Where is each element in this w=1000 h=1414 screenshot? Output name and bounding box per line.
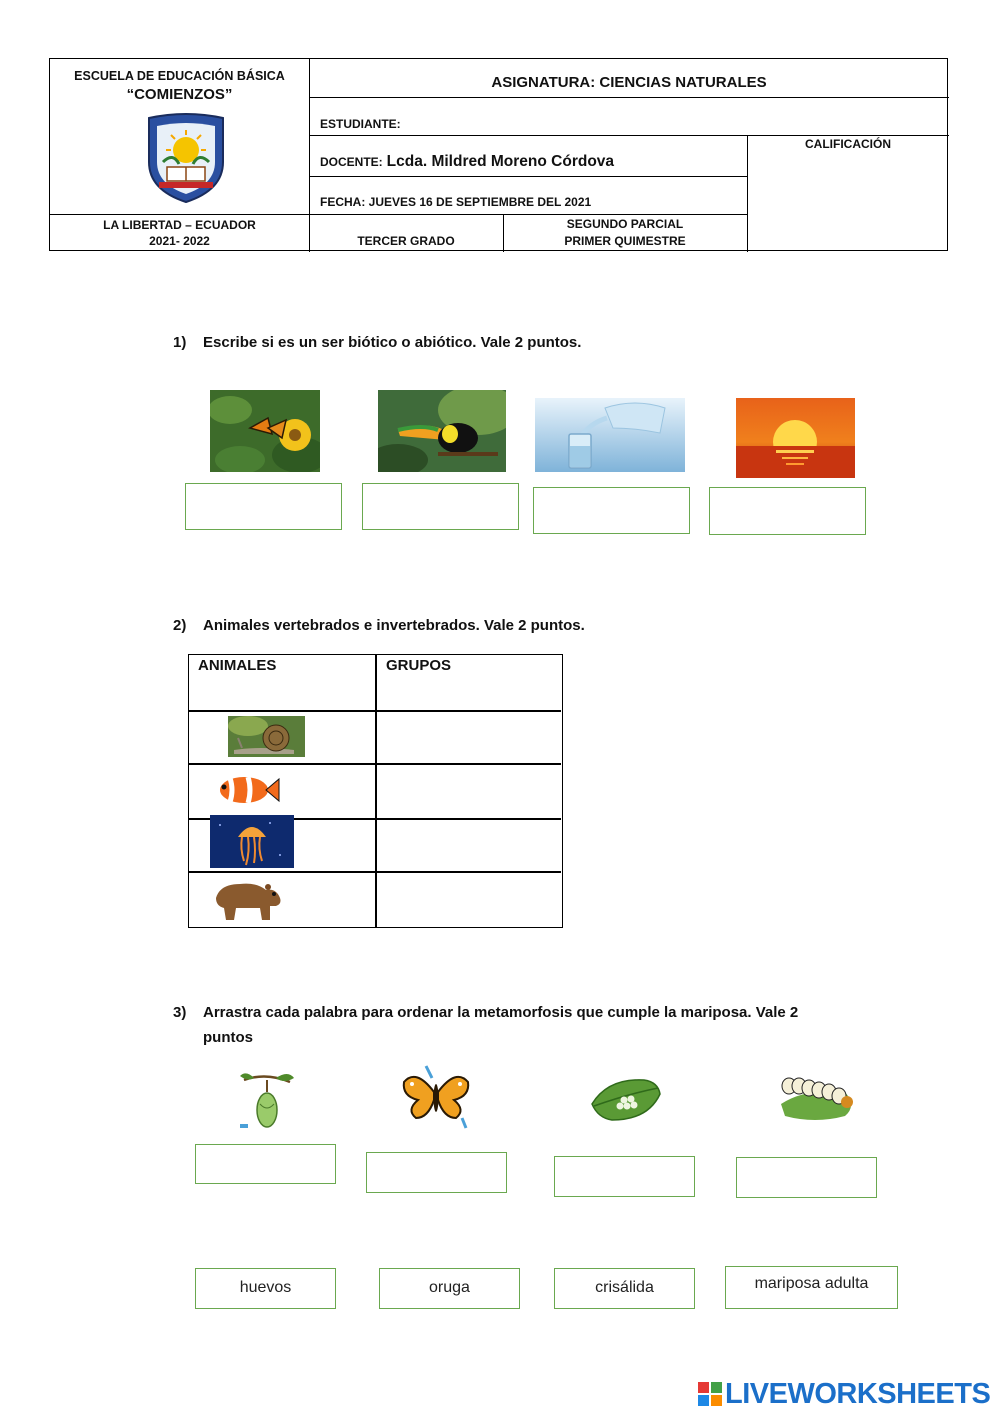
jellyfish-image: [210, 815, 294, 868]
question-1-text: Escribe si es un ser biótico o abiótico. Vale 2 puntos.: [203, 334, 582, 351]
date-label: FECHA: JUEVES 16 DE SEPTIEMBRE DEL 2021: [320, 195, 592, 209]
word-huevos[interactable]: huevos: [195, 1268, 336, 1309]
question-3-text-line1: Arrastra cada palabra para ordenar la metamorfosis que cumple la mariposa. Vale 2: [203, 1004, 799, 1021]
chrysalis-image: [236, 1068, 298, 1130]
answer-box-q1-3[interactable]: [533, 487, 690, 534]
question-3-text-line2: puntos: [203, 1029, 253, 1046]
eggs-on-leaf-image: [588, 1074, 662, 1126]
group-answer-jellyfish[interactable]: [377, 820, 561, 871]
animals-column-header: ANIMALES: [198, 657, 277, 674]
school-quote-name: “COMIENZOS”: [126, 86, 233, 103]
word-oruga[interactable]: oruga: [379, 1268, 520, 1309]
liveworksheets-logo: [698, 1378, 990, 1410]
partial-label: SEGUNDO PARCIAL: [566, 217, 684, 231]
liveworksheets-brand: LIVEWORKSHEETS: [725, 1377, 991, 1410]
drop-box-q3-2[interactable]: [366, 1152, 507, 1193]
teacher-label: DOCENTE:: [320, 155, 383, 169]
grade-score-label: CALIFICACIÓN: [805, 137, 891, 151]
word-crisalida[interactable]: crisálida: [554, 1268, 695, 1309]
drop-box-q3-4[interactable]: [736, 1157, 877, 1198]
school-crest-icon: [143, 112, 229, 204]
question-1-number: 1): [173, 334, 187, 351]
drop-box-q3-1[interactable]: [195, 1144, 336, 1184]
subject-title: ASIGNATURA: CIENCIAS NATURALES: [491, 74, 767, 91]
teacher-name: Lcda. Mildred Moreno Córdova: [386, 153, 615, 170]
bear-image: [210, 876, 284, 923]
group-answer-bear[interactable]: [377, 873, 561, 927]
word-mariposa-adulta[interactable]: mariposa adulta: [725, 1266, 898, 1309]
student-label: ESTUDIANTE:: [320, 117, 401, 131]
answer-box-q1-1[interactable]: [185, 483, 342, 530]
toucan-image: [378, 390, 506, 472]
teacher-line: [320, 153, 614, 171]
answer-box-q1-2[interactable]: [362, 483, 519, 530]
quimestre-label: PRIMER QUIMESTRE: [564, 234, 686, 248]
question-3-title: [173, 1004, 798, 1021]
butterfly-flower-image: [210, 390, 320, 472]
question-3-number: 3): [173, 1004, 187, 1021]
school-location: LA LIBERTAD – ECUADOR: [103, 218, 256, 232]
caterpillar-image: [775, 1068, 857, 1128]
group-answer-snail[interactable]: [377, 712, 561, 763]
school-name: ESCUELA DE EDUCACIÓN BÁSICA: [74, 69, 285, 83]
question-2-title: [173, 617, 585, 634]
question-2-number: 2): [173, 617, 187, 634]
header-table: [49, 58, 948, 251]
grade-level: TERCER GRADO: [357, 234, 455, 248]
groups-column-header: GRUPOS: [386, 657, 452, 674]
group-answer-clownfish[interactable]: [377, 765, 561, 818]
liveworksheets-icon: [698, 1382, 722, 1406]
answer-box-q1-4[interactable]: [709, 487, 866, 535]
question-1-title: [173, 334, 581, 351]
water-glass-image: [535, 398, 685, 472]
snail-image: [228, 716, 305, 757]
clownfish-image: [216, 771, 280, 809]
sunset-image: [736, 398, 855, 478]
school-year: 2021- 2022: [149, 234, 210, 248]
butterfly-image: [398, 1062, 474, 1130]
question-2-text: Animales vertebrados e invertebrados. Vale 2 puntos.: [203, 617, 585, 634]
drop-box-q3-3[interactable]: [554, 1156, 695, 1197]
